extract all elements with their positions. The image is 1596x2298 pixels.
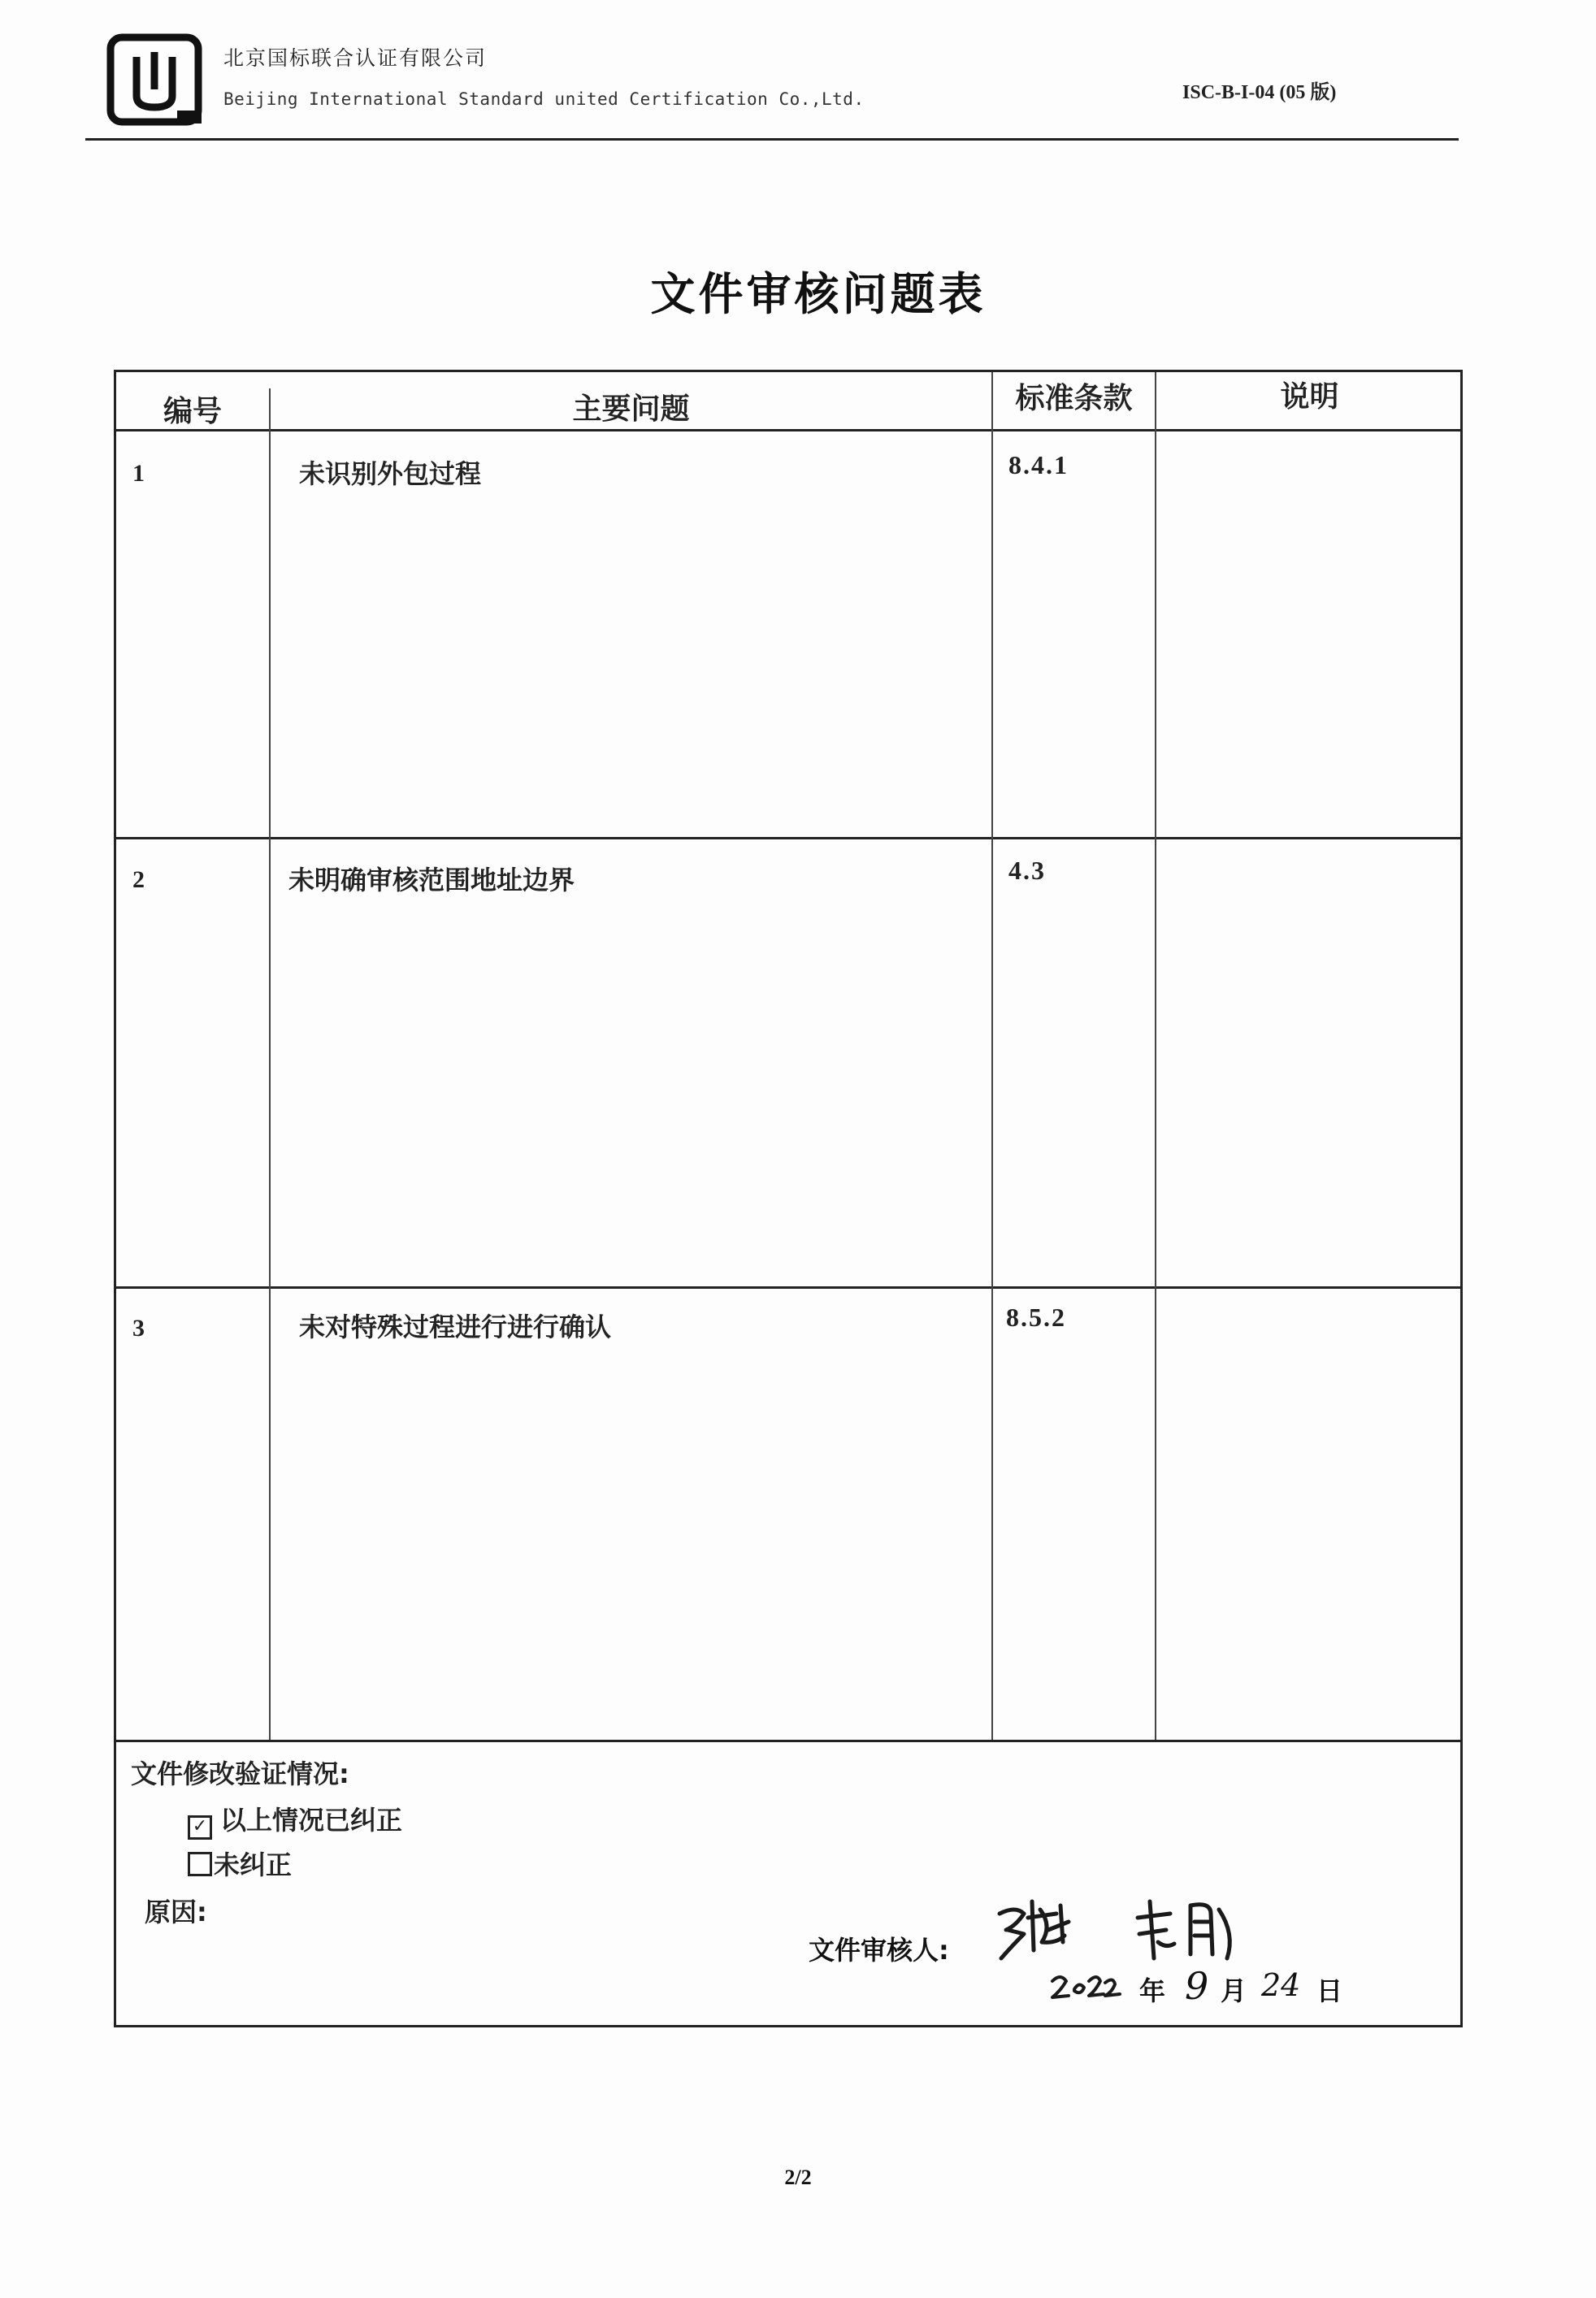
year-char: 年 (1139, 1975, 1166, 2006)
header-clause: 标准条款 (1015, 382, 1133, 415)
checkbox-checked-icon[interactable]: ✓ (188, 1815, 212, 1840)
page-number: 2/2 (784, 2166, 812, 2189)
row-1-number: 1 (132, 460, 145, 487)
document-code: ISC-B-I-04 (05 版) (1182, 82, 1337, 103)
company-name-cn: 北京国标联合认证有限公司 (223, 46, 488, 70)
row-divider (116, 1740, 1460, 1742)
option-not-corrected (188, 1845, 292, 1882)
column-divider (269, 388, 271, 1740)
option-not-corrected-label: 未纠正 (214, 1849, 293, 1880)
day-value: 24 (1261, 1967, 1301, 2003)
column-divider (991, 372, 993, 1740)
month-char: 月 (1221, 1975, 1247, 2006)
issue-table (114, 370, 1463, 2027)
row-divider (116, 837, 1460, 839)
handwritten-year-icon (1048, 1966, 1121, 2007)
option-corrected-label: 以上情况已纠正 (220, 1805, 403, 1836)
month-value: 9 (1185, 1964, 1209, 2008)
row-divider (116, 1286, 1460, 1289)
row-3-issue: 未对特殊过程进行进行确认 (299, 1312, 612, 1342)
company-name (223, 42, 865, 109)
row-1-clause: 8.4.1 (1008, 450, 1069, 479)
row-3-number: 3 (132, 1315, 145, 1342)
column-divider (1155, 372, 1156, 1740)
company-name-en: Beijing International Standard united Certification Co.,Ltd. (223, 89, 865, 109)
page-title: 文件审核问题表 (650, 268, 987, 320)
header-number: 编号 (163, 395, 222, 428)
row-2-clause: 4.3 (1008, 856, 1046, 885)
table-header-divider (116, 429, 1460, 431)
header-divider (85, 138, 1459, 141)
day-char: 日 (1316, 1975, 1343, 2006)
row-2-issue: 未明确审核范围地址边界 (288, 865, 575, 895)
row-2-number: 2 (132, 866, 145, 893)
reviewer-label: 文件审核人: (809, 1935, 949, 1966)
checkbox-unchecked-icon[interactable] (188, 1852, 212, 1876)
header-note: 说明 (1280, 380, 1339, 414)
header-issue: 主要问题 (572, 392, 690, 426)
reason-label: 原因: (145, 1897, 207, 1927)
row-3-clause: 8.5.2 (1006, 1303, 1066, 1332)
company-logo-icon (106, 33, 207, 128)
option-corrected (188, 1800, 402, 1840)
handwritten-signature-icon (991, 1885, 1251, 1966)
row-1-issue: 未识别外包过程 (299, 458, 482, 489)
verification-heading: 文件修改验证情况: (131, 1758, 349, 1789)
